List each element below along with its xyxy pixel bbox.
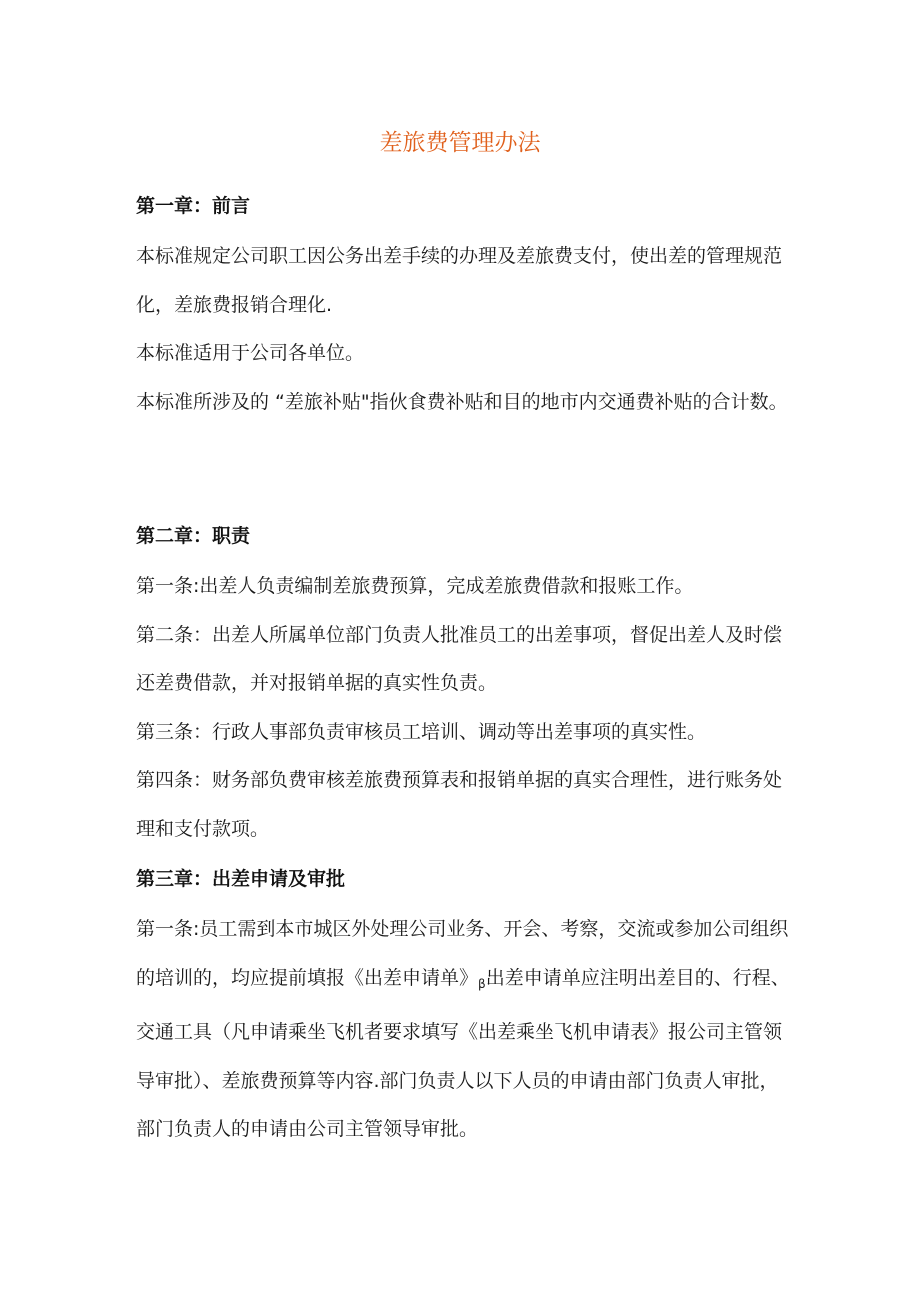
chapter-3 bbox=[136, 861, 796, 1154]
chapter-2-article-3: 第三条：行政人事部负责审核员工培训、调动等出差事项的真实性。 bbox=[136, 720, 707, 743]
chapter-3-article-1 bbox=[136, 905, 796, 1154]
chapter-3-heading: 第三章：出差申请及审批 bbox=[136, 868, 346, 890]
chapter-2-heading: 第二章：职责 bbox=[136, 525, 251, 547]
chapter-3-article-1-text-b: 出差申请单应注明出差目的、行程、交通工具（凡申请乘坐飞机者要求填写《出差乘坐飞机申请表》报公司主管领导审批）、差旅费预算等内容.部门负责人以下人员的申请由部门负责人审批，部门负责人的申请由公司主管领导审批。 bbox=[136, 966, 790, 1140]
chapter-1-heading: 第一章：前言 bbox=[136, 195, 251, 217]
chapter-2-article-2: 第二条：出差人所属单位部门负责人批准员工的出差事项，督促出差人及时偿还差费借款，并对报销单据的真实性负责。 bbox=[136, 623, 783, 694]
chapter-1 bbox=[136, 188, 796, 426]
chapter-2-article-4: 第四条：财务部负费审核差旅费预算表和报销单据的真实合理性，进行账务处理和支付款项。 bbox=[136, 769, 783, 840]
chapter-2-article-1: 第一条:出差人负责编制差旅费预算，完成差旅费借款和报账工作。 bbox=[136, 575, 694, 597]
chapter-2 bbox=[136, 518, 796, 853]
document-title: 差旅费管理办法 bbox=[379, 130, 541, 156]
chapter-1-paragraph-1: 本标准规定公司职工因公务出差手续的办理及差旅费支付，使出差的管理规范化，差旅费报销合理化. bbox=[136, 245, 783, 316]
document-body bbox=[136, 188, 796, 1154]
chapter-spacer bbox=[136, 426, 796, 518]
chapter-1-paragraph-2: 本标准适用于公司各单位。 bbox=[136, 342, 365, 364]
chapter-3-article-1-text-a: 第一条:员工需到本市城区外处理公司业务、开会、考察，交流或参加公司组织的培训的，均应提前填报《出差申请单》 bbox=[136, 918, 789, 989]
chapter-1-paragraph-3: 本标准所涉及的 “差旅补贴"指伙食费补贴和目的地市内交通费补贴的合计数。 bbox=[136, 390, 788, 413]
chapter-3-article-1-marker: β bbox=[478, 976, 486, 991]
